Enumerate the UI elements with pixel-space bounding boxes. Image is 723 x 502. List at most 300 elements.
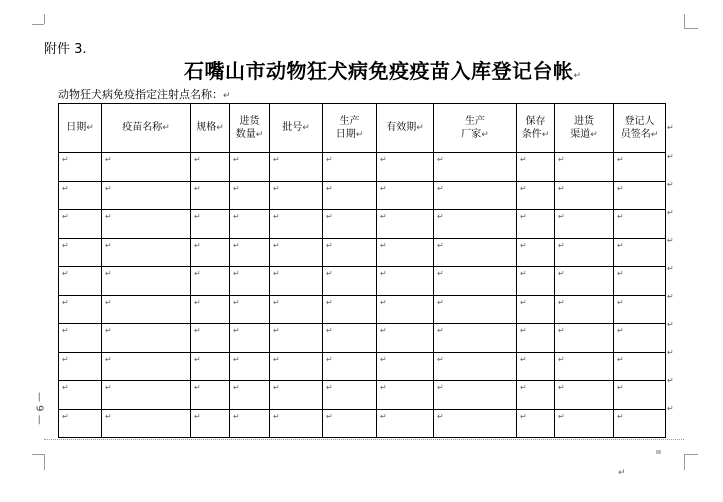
- table-cell[interactable]: [191, 210, 230, 239]
- registration-table: [58, 103, 666, 438]
- paragraph-mark-icon: ↵: [326, 269, 333, 278]
- paragraph-mark-icon: ↵: [558, 240, 565, 250]
- paragraph-mark-icon: ↵: [617, 411, 624, 421]
- paragraph-mark-icon: ↵: [667, 376, 674, 385]
- column-header: [270, 104, 323, 153]
- table-cell[interactable]: [102, 324, 191, 353]
- table-row: [59, 267, 666, 296]
- table-cell[interactable]: [102, 409, 191, 438]
- paragraph-mark-icon: ↵: [667, 123, 674, 132]
- table-cell[interactable]: [270, 181, 323, 210]
- crop-mark-top-right-h: [684, 28, 698, 30]
- paragraph-mark-icon: ↵: [437, 240, 444, 250]
- table-cell[interactable]: [555, 210, 614, 239]
- paragraph-mark-icon: ↵: [62, 411, 69, 421]
- column-header: [434, 104, 517, 153]
- paragraph-mark-icon: ↵: [558, 354, 565, 364]
- table-cell[interactable]: [555, 352, 614, 381]
- paragraph-mark-icon: ↵: [481, 129, 489, 140]
- table-cell[interactable]: [59, 352, 102, 381]
- table-cell[interactable]: [555, 153, 614, 182]
- title-text: 石嘴山市动物狂犬病免疫疫苗入库登记台帐: [184, 59, 574, 83]
- table-row: [59, 324, 666, 353]
- table-row: [59, 238, 666, 267]
- crop-mark-top-right: [684, 14, 686, 28]
- paragraph-mark-icon: ↵: [558, 411, 565, 421]
- table-cell[interactable]: [555, 324, 614, 353]
- table-cell[interactable]: [230, 352, 270, 381]
- table-cell[interactable]: [323, 381, 377, 410]
- table-cell[interactable]: [614, 210, 666, 239]
- table-body: [59, 153, 666, 438]
- paragraph-mark-icon: ↵: [273, 240, 280, 250]
- table-cell[interactable]: [323, 324, 377, 353]
- table-cell[interactable]: [434, 352, 517, 381]
- table-cell[interactable]: [323, 267, 377, 296]
- paragraph-mark-icon: ↵: [62, 354, 69, 364]
- paragraph-mark-icon: ↵: [273, 155, 280, 164]
- crop-mark-bottom-right: [684, 454, 686, 470]
- paragraph-mark-icon: ↵: [255, 129, 264, 140]
- column-header: [377, 104, 434, 153]
- paragraph-mark-icon: ↵: [520, 183, 527, 193]
- table-cell[interactable]: [270, 352, 323, 381]
- table-cell[interactable]: [323, 181, 377, 210]
- paragraph-mark-icon: ↵: [326, 411, 333, 421]
- table-cell[interactable]: [59, 238, 102, 267]
- table-cell[interactable]: [59, 181, 102, 210]
- table-cell[interactable]: [377, 381, 434, 410]
- paragraph-mark-icon: ↵: [437, 183, 444, 193]
- paragraph-mark-icon: ↵: [105, 354, 112, 364]
- table-cell[interactable]: [517, 210, 555, 239]
- table-row: [59, 352, 666, 381]
- table-cell[interactable]: [270, 267, 323, 296]
- table-cell[interactable]: [377, 153, 434, 182]
- table-cell[interactable]: [377, 181, 434, 210]
- table-cell[interactable]: [517, 181, 555, 210]
- paragraph-mark-icon: ↵: [520, 326, 527, 335]
- table-cell[interactable]: [102, 295, 191, 324]
- crop-mark-bottom-left: [44, 454, 46, 470]
- paragraph-mark-icon: ↵: [105, 240, 112, 250]
- paragraph-mark-icon: ↵: [541, 129, 550, 140]
- paragraph-mark-icon: ↵: [223, 91, 231, 101]
- paragraph-mark-icon: ↵: [617, 383, 624, 392]
- paragraph-mark-icon: ↵: [520, 411, 527, 421]
- paragraph-mark-icon: ↵: [617, 183, 624, 193]
- table-cell[interactable]: [191, 295, 230, 324]
- paragraph-mark-icon: ↵: [273, 269, 280, 278]
- paragraph-mark-icon: ↵: [437, 383, 444, 392]
- paragraph-mark-icon: ↵: [617, 155, 624, 164]
- table-cell[interactable]: [102, 210, 191, 239]
- paragraph-mark-icon: ↵: [62, 240, 69, 250]
- paragraph-mark-icon: ↵: [326, 326, 333, 335]
- table-cell[interactable]: [191, 352, 230, 381]
- table-cell[interactable]: [102, 181, 191, 210]
- table-cell[interactable]: [323, 238, 377, 267]
- table-cell[interactable]: [270, 324, 323, 353]
- subtitle-text: 动物狂犬病免疫指定注射点名称：: [58, 88, 223, 101]
- paragraph-mark-icon: ↵: [520, 354, 527, 364]
- paragraph-mark-icon: ↵: [62, 297, 69, 307]
- paragraph-mark-icon: ↵: [326, 383, 333, 392]
- paragraph-mark-icon: ↵: [667, 236, 674, 245]
- table-cell[interactable]: [191, 324, 230, 353]
- paragraph-mark-icon: ↵: [617, 269, 624, 278]
- paragraph-mark-icon: ↵: [380, 383, 387, 392]
- paragraph-mark-icon: ↵: [273, 383, 280, 392]
- column-header-text: 生产: [465, 115, 485, 127]
- table-cell[interactable]: [377, 324, 434, 353]
- table-cell[interactable]: [102, 352, 191, 381]
- paragraph-mark-icon: ↵: [62, 183, 69, 193]
- paragraph-mark-icon: ↵: [194, 326, 201, 335]
- paragraph-mark-icon: ↵: [520, 212, 527, 221]
- paragraph-mark-icon: ↵: [558, 326, 565, 335]
- paragraph-mark-icon: ↵: [380, 240, 387, 250]
- paragraph-mark-icon: ↵: [617, 297, 624, 307]
- table-cell[interactable]: [555, 238, 614, 267]
- paragraph-mark-icon: ↵: [437, 326, 444, 335]
- table-cell[interactable]: [230, 210, 270, 239]
- table-cell[interactable]: [517, 238, 555, 267]
- column-header-text: 批号: [282, 122, 303, 133]
- table-cell[interactable]: [377, 295, 434, 324]
- paragraph-mark-icon: ↵: [233, 326, 240, 335]
- table-cell[interactable]: [377, 238, 434, 267]
- crop-mark-top-left-h: [32, 24, 44, 26]
- paragraph-mark-icon: ↵: [233, 411, 240, 421]
- table-cell[interactable]: [323, 153, 377, 182]
- table-cell[interactable]: [191, 267, 230, 296]
- paragraph-mark-icon: ↵: [194, 240, 201, 250]
- page-number-text: — 9 —: [33, 392, 45, 425]
- paragraph-mark-icon: ↵: [194, 155, 201, 164]
- table-cell[interactable]: [191, 181, 230, 210]
- table-row: [59, 295, 666, 324]
- paragraph-mark-icon: ↵: [105, 269, 112, 278]
- table-cell[interactable]: [230, 295, 270, 324]
- table-cell[interactable]: [270, 295, 323, 324]
- table-cell[interactable]: [230, 238, 270, 267]
- paragraph-mark-icon: ↵: [273, 183, 280, 193]
- paragraph-mark-icon: ↵: [233, 297, 240, 307]
- table-row: [59, 181, 666, 210]
- paragraph-mark-icon: ↵: [558, 383, 565, 392]
- table-cell[interactable]: [434, 295, 517, 324]
- paragraph-mark-icon: ↵: [558, 155, 565, 164]
- paragraph-mark-icon: ↵: [62, 155, 69, 164]
- paragraph-mark-icon: ↵: [667, 264, 674, 273]
- paragraph-mark-icon: ↵: [617, 212, 624, 221]
- paragraph-mark-icon: ↵: [558, 269, 565, 278]
- table-cell[interactable]: [270, 153, 323, 182]
- table-cell[interactable]: [323, 352, 377, 381]
- table-cell[interactable]: [517, 295, 555, 324]
- page-number: [33, 392, 45, 428]
- column-header-text: 有效期: [386, 122, 417, 133]
- paragraph-mark-icon: ↵: [233, 183, 240, 193]
- table-cell[interactable]: [102, 267, 191, 296]
- column-header-text: 员签名: [620, 128, 651, 140]
- paragraph-mark-icon: ↵: [437, 297, 444, 307]
- table-cell[interactable]: [517, 267, 555, 296]
- table-cell[interactable]: [517, 153, 555, 182]
- paragraph-mark-icon: ↵: [380, 297, 387, 307]
- table-cell[interactable]: [517, 381, 555, 410]
- column-header: [191, 104, 230, 153]
- paragraph-mark-icon: ↵: [667, 320, 674, 329]
- paragraph-mark-icon: ↵: [520, 297, 527, 307]
- table-header-row: [59, 104, 666, 153]
- table-cell[interactable]: [555, 295, 614, 324]
- table-cell[interactable]: [230, 267, 270, 296]
- table-cell[interactable]: [102, 238, 191, 267]
- paragraph-mark-icon: ↵: [194, 354, 201, 364]
- table-cell[interactable]: [59, 324, 102, 353]
- paragraph-mark-icon: ↵: [273, 212, 280, 221]
- column-header-text: 日期: [335, 128, 356, 140]
- crop-mark-bottom-right-h: [684, 454, 698, 456]
- paragraph-mark-icon: ↵: [667, 404, 674, 413]
- column-header-text: 疫苗名称: [122, 122, 163, 133]
- table-cell[interactable]: [614, 324, 666, 353]
- paragraph-mark-icon: ↵: [233, 155, 240, 164]
- paragraph-mark-icon: ↵: [326, 212, 333, 221]
- table-row: [59, 381, 666, 410]
- column-header-text: 进货: [239, 115, 260, 127]
- column-header-text: 渠道: [570, 128, 591, 140]
- paragraph-mark-icon: ↵: [380, 326, 387, 335]
- table-cell[interactable]: [191, 381, 230, 410]
- column-header: [614, 104, 666, 153]
- table-cell[interactable]: [555, 409, 614, 438]
- table-cell[interactable]: [614, 352, 666, 381]
- table-cell[interactable]: [377, 352, 434, 381]
- table-cell[interactable]: [59, 295, 102, 324]
- document-title: [184, 55, 582, 84]
- paragraph-mark-icon: ↵: [162, 123, 170, 133]
- table-cell[interactable]: [434, 324, 517, 353]
- paragraph-mark-icon: ↵: [273, 411, 280, 421]
- table-row: [59, 153, 666, 182]
- paragraph-mark-icon: ↵: [437, 212, 444, 221]
- paragraph-mark-icon: ↵: [380, 354, 387, 364]
- column-header-text: 条件: [521, 128, 542, 140]
- table-cell[interactable]: [434, 238, 517, 267]
- table-cell[interactable]: [230, 324, 270, 353]
- paragraph-mark-icon: ↵: [520, 240, 527, 250]
- table-cell[interactable]: [323, 409, 377, 438]
- crop-mark-bottom-left-h: [32, 454, 44, 456]
- column-header-text: 日期: [66, 122, 87, 133]
- table-row: [59, 409, 666, 438]
- paragraph-mark-icon: ↵: [194, 411, 201, 421]
- paragraph-mark-icon: ↵: [437, 269, 444, 278]
- paragraph-mark-icon: ↵: [105, 297, 112, 307]
- table-cell[interactable]: [323, 210, 377, 239]
- injection-point-label: [58, 86, 231, 102]
- table-cell[interactable]: [434, 409, 517, 438]
- paragraph-mark-icon: ↵: [105, 326, 112, 335]
- table-cell[interactable]: [59, 210, 102, 239]
- table-cell[interactable]: [377, 267, 434, 296]
- paragraph-mark-icon: ↵: [437, 411, 444, 421]
- column-header: [102, 104, 191, 153]
- table-cell[interactable]: [230, 153, 270, 182]
- paragraph-mark-icon: ↵: [326, 183, 333, 193]
- paragraph-mark-icon: ↵: [667, 180, 674, 189]
- column-header-text: 厂家: [461, 128, 482, 140]
- paragraph-mark-icon: ↵: [233, 354, 240, 364]
- paragraph-mark-icon: ↵: [233, 269, 240, 278]
- table-cell[interactable]: [614, 238, 666, 267]
- table-cell[interactable]: [270, 409, 323, 438]
- paragraph-mark-icon: ↵: [216, 123, 224, 133]
- paragraph-mark-icon: ↵: [194, 297, 201, 307]
- table-cell[interactable]: [434, 181, 517, 210]
- table-cell[interactable]: [555, 181, 614, 210]
- table-cell[interactable]: [614, 181, 666, 210]
- paragraph-mark-icon: ↵: [194, 269, 201, 278]
- table-cell[interactable]: [614, 267, 666, 296]
- column-header-text: 数量: [235, 128, 256, 140]
- table-cell[interactable]: [434, 267, 517, 296]
- table-cell[interactable]: [230, 409, 270, 438]
- paragraph-mark-icon: ↵: [302, 123, 310, 133]
- paragraph-mark-icon: ↵: [105, 383, 112, 392]
- section-break-line: [44, 439, 684, 440]
- paragraph-mark-icon: ↵: [105, 411, 112, 421]
- paragraph-mark-icon: ↵: [380, 411, 387, 421]
- paragraph-mark-icon: ↵: [273, 354, 280, 364]
- paragraph-mark-icon: ↵: [326, 155, 333, 164]
- table-cell[interactable]: [323, 295, 377, 324]
- paragraph-mark-icon: ↵: [520, 155, 527, 164]
- column-header-text: 保存: [525, 115, 546, 127]
- column-header: [59, 104, 102, 153]
- table-row: [59, 210, 666, 239]
- column-header-text: 登记人: [624, 115, 655, 127]
- table-cell[interactable]: [614, 381, 666, 410]
- table-cell[interactable]: [102, 153, 191, 182]
- table-cell[interactable]: [59, 153, 102, 182]
- table-cell[interactable]: [59, 267, 102, 296]
- attachment-label: 附件 3.: [44, 42, 87, 57]
- table-cell[interactable]: [614, 295, 666, 324]
- paragraph-mark-icon: ↵: [617, 354, 624, 364]
- layout-marker-icon: [656, 450, 661, 454]
- table-cell[interactable]: [517, 324, 555, 353]
- paragraph-mark-icon: ↵: [326, 240, 333, 250]
- crop-mark-top-left: [44, 14, 55, 24]
- table-cell[interactable]: [191, 238, 230, 267]
- table-cell[interactable]: [434, 381, 517, 410]
- paragraph-mark-icon: ↵: [194, 183, 201, 193]
- column-header-text: 生产: [339, 115, 360, 127]
- paragraph-mark-icon: ↵: [437, 354, 444, 364]
- paragraph-mark-icon: ↵: [558, 183, 565, 193]
- table-cell[interactable]: [59, 381, 102, 410]
- table-cell[interactable]: [59, 409, 102, 438]
- paragraph-mark-icon: ↵: [380, 183, 387, 193]
- paragraph-mark-icon: ↵: [273, 326, 280, 335]
- paragraph-mark-icon: ↵: [380, 212, 387, 221]
- paragraph-mark-icon: ↵: [105, 212, 112, 221]
- paragraph-mark-icon: ↵: [617, 326, 624, 335]
- paragraph-mark-icon: ↵: [558, 297, 565, 307]
- table-cell[interactable]: [270, 381, 323, 410]
- column-header-text: 规格: [196, 122, 217, 133]
- paragraph-mark-icon: ↵: [650, 129, 659, 140]
- paragraph-mark-icon: ↵: [558, 212, 565, 221]
- paragraph-mark-icon: ↵: [233, 383, 240, 392]
- table-cell[interactable]: [230, 181, 270, 210]
- paragraph-mark-icon: ↵: [573, 71, 582, 81]
- paragraph-mark-icon: ↵: [194, 212, 201, 221]
- table-cell[interactable]: [555, 267, 614, 296]
- table-cell[interactable]: [377, 210, 434, 239]
- table-cell[interactable]: [434, 210, 517, 239]
- paragraph-mark-icon: ↵: [618, 468, 626, 478]
- table-cell[interactable]: [614, 409, 666, 438]
- paragraph-mark-icon: ↵: [62, 212, 69, 221]
- paragraph-mark-icon: ↵: [355, 129, 364, 140]
- paragraph-mark-icon: ↵: [105, 155, 112, 164]
- table-cell[interactable]: [191, 409, 230, 438]
- paragraph-mark-icon: ↵: [667, 292, 674, 301]
- table-cell[interactable]: [517, 352, 555, 381]
- table-cell[interactable]: [555, 381, 614, 410]
- table-cell[interactable]: [377, 409, 434, 438]
- table-cell[interactable]: [614, 153, 666, 182]
- paragraph-mark-icon: ↵: [667, 348, 674, 357]
- paragraph-mark-icon: ↵: [194, 383, 201, 392]
- paragraph-mark-icon: ↵: [105, 183, 112, 193]
- column-header: [230, 104, 270, 153]
- paragraph-mark-icon: ↵: [617, 240, 624, 250]
- column-header-text: 进货: [574, 115, 594, 127]
- paragraph-mark-icon: ↵: [233, 240, 240, 250]
- table-cell[interactable]: [191, 153, 230, 182]
- paragraph-mark-icon: ↵: [326, 354, 333, 364]
- paragraph-mark-icon: ↵: [62, 269, 69, 278]
- column-header: [517, 104, 555, 153]
- table-cell[interactable]: [517, 409, 555, 438]
- paragraph-mark-icon: ↵: [86, 123, 94, 133]
- table-cell[interactable]: [434, 153, 517, 182]
- paragraph-mark-icon: ↵: [326, 297, 333, 307]
- paragraph-mark-icon: ↵: [590, 129, 598, 140]
- table-cell[interactable]: [270, 210, 323, 239]
- table-cell[interactable]: [230, 381, 270, 410]
- paragraph-mark-icon: ↵: [233, 212, 240, 221]
- paragraph-mark-icon: ↵: [667, 152, 674, 161]
- paragraph-mark-icon: ↵: [416, 123, 424, 133]
- paragraph-mark-icon: ↵: [520, 383, 527, 392]
- paragraph-mark-icon: ↵: [437, 155, 444, 164]
- table-cell[interactable]: [270, 238, 323, 267]
- column-header: [323, 104, 377, 153]
- paragraph-mark-icon: ↵: [380, 269, 387, 278]
- table-cell[interactable]: [102, 381, 191, 410]
- paragraph-mark-icon: ↵: [380, 155, 387, 164]
- paragraph-mark-icon: ↵: [667, 208, 674, 217]
- paragraph-mark-icon: ↵: [62, 326, 69, 335]
- paragraph-mark-icon: ↵: [62, 383, 69, 392]
